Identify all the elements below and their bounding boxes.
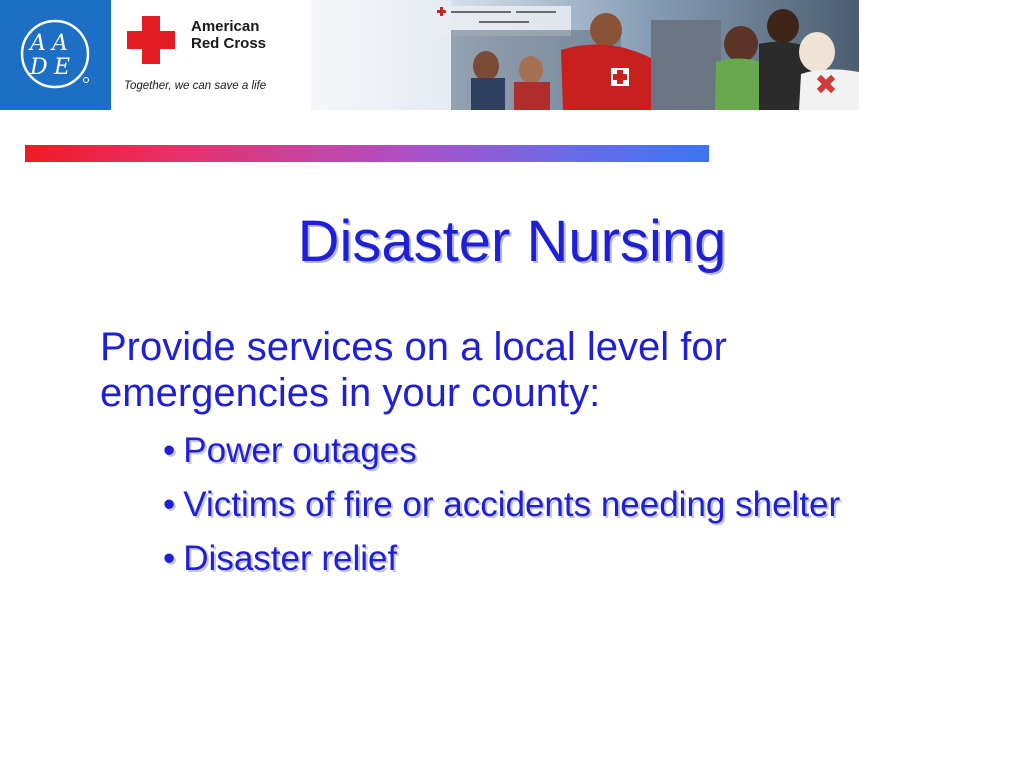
arc-name: [191, 18, 266, 52]
list-item: [163, 538, 840, 580]
red-cross-icon: [125, 14, 177, 66]
list-item: [163, 430, 840, 472]
slide-title: Disaster Nursing: [297, 209, 727, 274]
intro-text: Provide services on a local level for emergencies in your county:: [100, 325, 727, 415]
bullet-icon: •: [163, 539, 176, 578]
svg-text:A: A: [52, 31, 68, 56]
svg-text:D: D: [30, 55, 48, 80]
svg-text:A: A: [30, 31, 46, 56]
arc-name-line2: Red Cross: [191, 35, 267, 52]
volunteer-photo-collage: [311, 0, 859, 110]
aade-monogram-icon: [0, 0, 111, 110]
header-banner: [0, 0, 860, 112]
bullet-list: [163, 430, 840, 592]
bullet-text: Victims of fire or accidents needing shelter: [183, 485, 841, 524]
photo-collage-image: [311, 0, 859, 110]
american-red-cross-logo: [111, 0, 311, 110]
arc-tagline: Together, we can save a life: [124, 80, 267, 92]
list-item: [163, 484, 840, 526]
svg-text:E: E: [54, 55, 71, 80]
arc-name-line1: American: [191, 18, 260, 35]
aade-logo: [0, 0, 111, 110]
bullet-icon: •: [163, 485, 176, 524]
bullet-text: Power outages: [183, 431, 417, 470]
bullet-text: Disaster relief: [183, 539, 398, 578]
gradient-divider: [25, 145, 709, 162]
bullet-icon: •: [163, 431, 176, 470]
